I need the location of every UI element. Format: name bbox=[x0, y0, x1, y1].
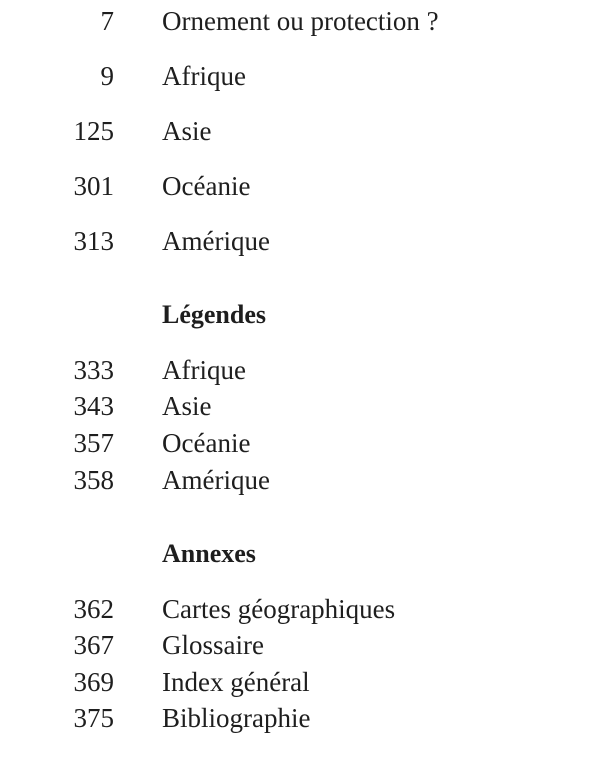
toc-entry[interactable] bbox=[0, 389, 600, 423]
toc-page-number: 333 bbox=[73, 355, 114, 385]
section-heading-annexes: Annexes bbox=[162, 539, 256, 568]
toc-entry-title: Afrique bbox=[162, 355, 246, 385]
toc-entry-title: Afrique bbox=[162, 61, 246, 91]
toc-page-number: 367 bbox=[73, 630, 114, 660]
toc-page-number: 7 bbox=[100, 6, 114, 36]
toc-entry[interactable] bbox=[0, 426, 600, 460]
toc-entry-title: Glossaire bbox=[162, 630, 264, 660]
toc-entry[interactable] bbox=[0, 59, 600, 93]
toc-entry-title: Amérique bbox=[162, 226, 270, 256]
toc-entry[interactable] bbox=[0, 114, 600, 148]
toc-entry-title: Ornement ou protection ? bbox=[162, 6, 439, 36]
toc-page-number: 358 bbox=[73, 465, 114, 495]
toc-entry-title: Index général bbox=[162, 667, 310, 697]
toc-entry-title: Bibliographie bbox=[162, 703, 311, 733]
toc-entry[interactable] bbox=[0, 224, 600, 258]
toc-page-number: 9 bbox=[100, 61, 114, 91]
toc-entry[interactable] bbox=[0, 463, 600, 497]
toc-entry-title: Cartes géographiques bbox=[162, 594, 396, 624]
toc-entry[interactable] bbox=[0, 4, 600, 38]
toc-entry[interactable] bbox=[0, 169, 600, 203]
toc-page-number: 362 bbox=[73, 594, 114, 624]
toc-entry[interactable] bbox=[0, 701, 600, 735]
toc-entry[interactable] bbox=[0, 592, 600, 626]
toc-entry-title: Asie bbox=[162, 116, 212, 146]
toc-page-number: 313 bbox=[73, 226, 114, 256]
toc-entry[interactable] bbox=[0, 353, 600, 387]
toc-entry-title: Océanie bbox=[162, 171, 251, 201]
toc-entry-title: Océanie bbox=[162, 428, 251, 458]
toc-page-number: 357 bbox=[73, 428, 114, 458]
toc-entry[interactable] bbox=[0, 665, 600, 699]
section-heading-legendes: Légendes bbox=[162, 300, 266, 329]
toc-page-number: 301 bbox=[73, 171, 114, 201]
toc-page-number: 375 bbox=[73, 703, 114, 733]
toc-page-number: 369 bbox=[73, 667, 114, 697]
toc-entry-title: Asie bbox=[162, 391, 212, 421]
toc-page-number: 125 bbox=[73, 116, 114, 146]
toc-page-number: 343 bbox=[73, 391, 114, 421]
toc-entry[interactable] bbox=[0, 628, 600, 662]
toc-entry-title: Amérique bbox=[162, 465, 270, 495]
